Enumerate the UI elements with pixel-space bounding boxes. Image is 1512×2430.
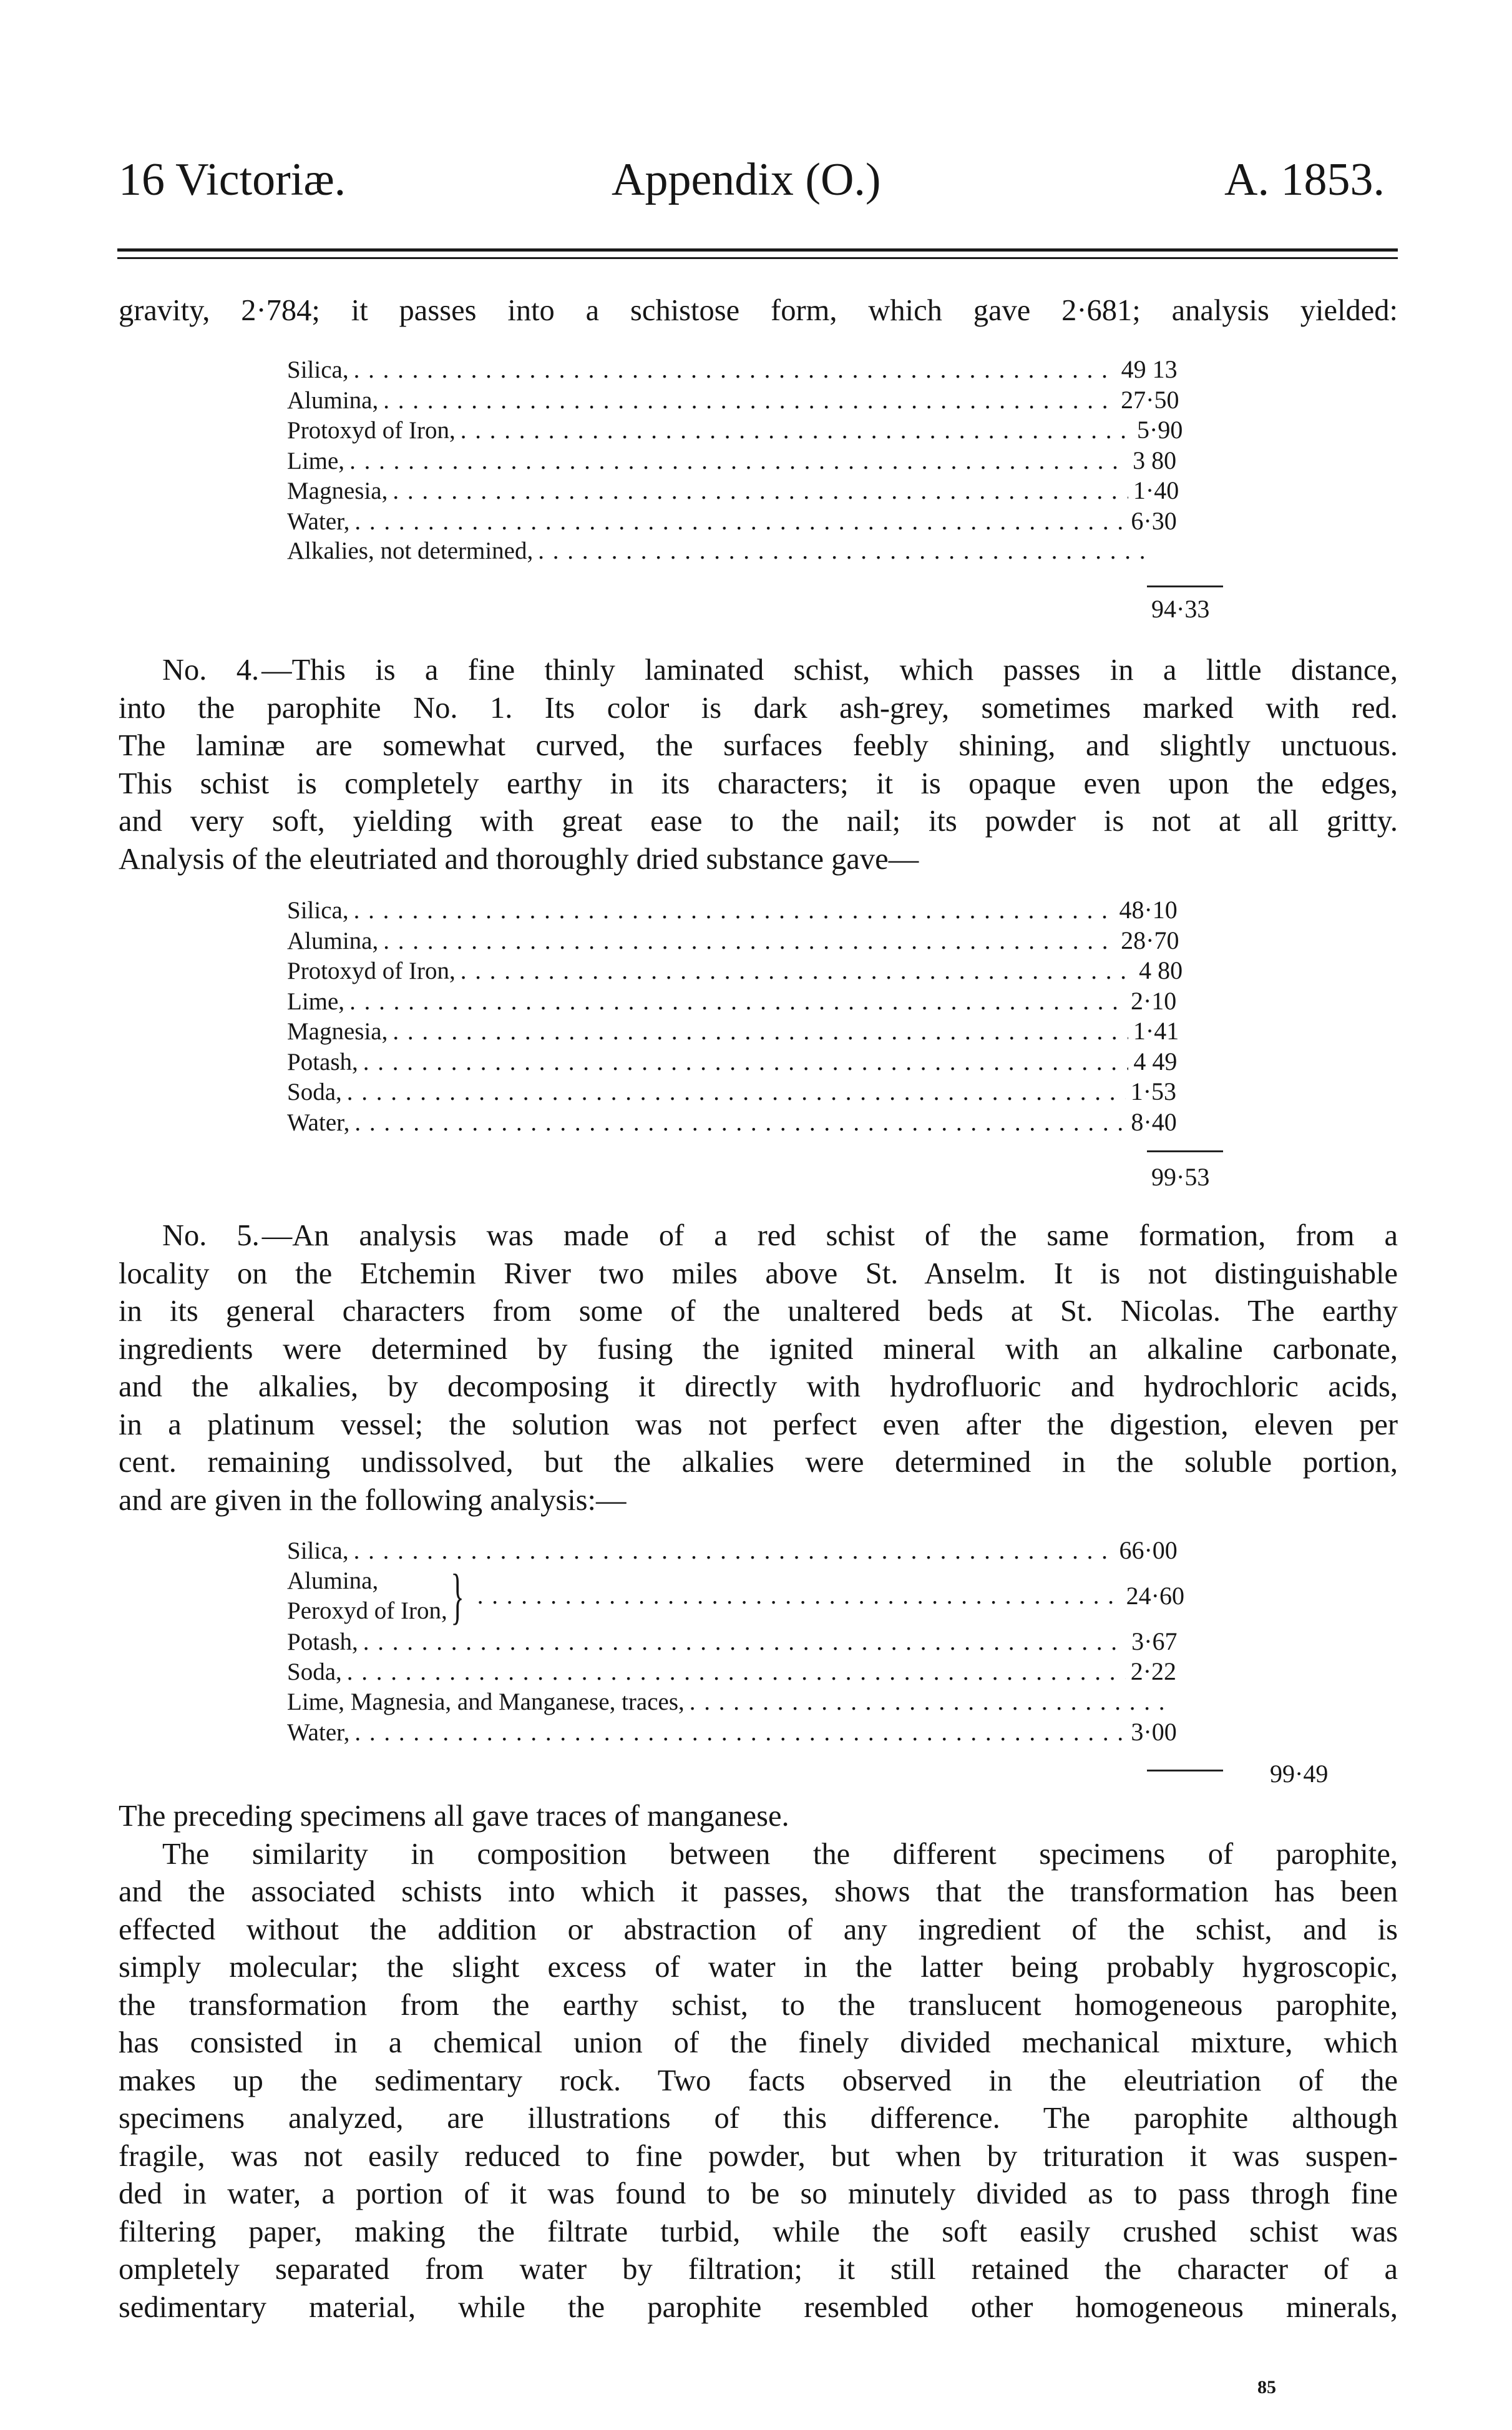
closing-paragraphs xyxy=(119,1798,1398,2326)
table-row: Protoxyd of Iron, . . . 5·90 xyxy=(287,415,1223,446)
header-volume: 16 Victoriæ. xyxy=(119,154,346,205)
para-line: and the alkalies, by decomposing it directly with hydrofluoric and hydrochloric acids, xyxy=(119,1370,1398,1403)
paragraph-label: No. 4. xyxy=(162,654,260,687)
para-line: No. 4.—This is a fine thinly laminated schist, which passes in a little distance, xyxy=(162,654,1398,687)
para-line: ded in water, a portion of it was found to be so minutely divided as to pass throgh fine xyxy=(119,2177,1398,2210)
para-line: No. 5.—An analysis was made of a red schist of the same formation, from a xyxy=(162,1219,1398,1252)
para-line: This schist is completely earthy in its characters; it is opaque even upon the edges, xyxy=(119,767,1398,800)
page-folio: 85 xyxy=(1257,2377,1276,2398)
para-line: The preceding specimens all gave traces of manganese. xyxy=(119,1800,789,1833)
para-line: into the parophite No. 1. Its color is dark ash-grey, sometimes marked with red. xyxy=(119,691,1398,725)
analysis-table-1 xyxy=(287,355,1223,567)
table-2-total: 99·53 xyxy=(1151,1163,1210,1191)
intro-line: gravity, 2·784; it passes into a schistose form, which gave 2·681; analysis yielded: xyxy=(119,294,1398,327)
table-3-total: 99·49 xyxy=(1270,1760,1329,1788)
sum-rule xyxy=(1147,1150,1223,1152)
para-line: cent. remaining undissolved, but the alkalies were determined in the soluble portion, xyxy=(119,1446,1398,1479)
para-line: effected without the addition or abstraction of any ingredient of the schist, and is xyxy=(119,1913,1398,1946)
analysis-table-2 xyxy=(287,895,1223,1137)
table-row: Water, . . . 6·30 xyxy=(287,506,1223,537)
sum-rule xyxy=(1147,585,1223,587)
header-rule-thin xyxy=(117,257,1398,259)
table-row: Alkalies, not determined, . . . xyxy=(287,536,1223,567)
table-row-bracketed: Alumina, Peroxyd of Iron, } . . . 24·60 xyxy=(287,1566,1223,1627)
para-line: sedimentary material, while the parophite resembled other homogeneous minerals, xyxy=(119,2290,1398,2324)
para-line: simply molecular; the slight excess of water in the latter being probably hygroscopic, xyxy=(119,1951,1398,1984)
table-row: Potash, . . . 3·67 xyxy=(287,1627,1223,1657)
para-line: specimens analyzed, are illustrations of this difference. The parophite although xyxy=(119,2102,1398,2135)
table-row: Soda, . . . 1·53 xyxy=(287,1077,1223,1107)
table-row: Water, . . . 3·00 xyxy=(287,1717,1223,1748)
brace-symbol: } xyxy=(450,1561,464,1630)
table-row: Soda, . . . 2·22 xyxy=(287,1657,1223,1687)
para-line: filtering paper, making the filtrate turbid, while the soft easily crushed schist was xyxy=(119,2215,1398,2248)
para-line: locality on the Etchemin River two miles above St. Anselm. It is not distinguishable xyxy=(119,1257,1398,1290)
table-row: Silica, . . . 48·10 xyxy=(287,895,1223,926)
paragraph-no-4 xyxy=(119,652,1398,878)
para-line: makes up the sedimentary rock. Two facts observed in the eleutriation of the xyxy=(119,2064,1398,2097)
para-line: and are given in the following analysis:— xyxy=(119,1483,627,1517)
table-row: Lime, Magnesia, and Manganese, traces, . . . xyxy=(287,1687,1223,1718)
paragraph-label: No. 5. xyxy=(162,1219,260,1252)
table-row: Silica, . . . 49 13 xyxy=(287,355,1223,385)
table-row: Lime, . . . 2·10 xyxy=(287,986,1223,1017)
table-1-total: 94·33 xyxy=(1151,595,1210,623)
table-row: Silica, . . . 66·00 xyxy=(287,1536,1223,1566)
para-line: in its general characters from some of the unaltered beds at St. Nicolas. The earthy xyxy=(119,1295,1398,1328)
para-line: has consisted in a chemical union of the finely divided mechanical mixture, which xyxy=(119,2026,1398,2059)
para-line: fragile, was not easily reduced to fine powder, but when by trituration it was suspen- xyxy=(119,2139,1398,2173)
sum-rule xyxy=(1147,1770,1223,1771)
analysis-table-3 xyxy=(287,1536,1223,1748)
table-row: Magnesia, . . . 1·40 xyxy=(287,476,1223,506)
para-line: and the associated schists into which it passes, shows that the transformation has been xyxy=(119,1875,1398,1908)
intro-paragraph xyxy=(119,292,1398,330)
header-rule-thick xyxy=(117,248,1398,252)
table-row: Lime, . . . 3 80 xyxy=(287,446,1223,476)
table-row: Protoxyd of Iron, . . . 4 80 xyxy=(287,956,1223,986)
para-line: ompletely separated from water by filtration; it still retained the character of a xyxy=(119,2253,1398,2286)
header-year: A. 1853. xyxy=(1224,154,1385,205)
table-row: Potash, . . . 4 49 xyxy=(287,1047,1223,1077)
header-appendix: Appendix (O.) xyxy=(612,154,881,205)
table-row: Alumina, . . . 28·70 xyxy=(287,926,1223,956)
paragraph-no-5 xyxy=(119,1217,1398,1519)
para-line: Analysis of the eleutriated and thoroughly dried substance gave— xyxy=(119,842,919,876)
table-row: Water, . . . 8·40 xyxy=(287,1107,1223,1138)
para-line: ingredients were determined by fusing the ignited mineral with an alkaline carbonate, xyxy=(119,1332,1398,1366)
para-line: the transformation from the earthy schist, to the translucent homogeneous parophite, xyxy=(119,1988,1398,2022)
para-line: The similarity in composition between the different specimens of parophite, xyxy=(162,1837,1398,1871)
table-row: Alumina, . . . 27·50 xyxy=(287,385,1223,416)
table-row: Magnesia, . . . 1·41 xyxy=(287,1016,1223,1047)
para-line: in a platinum vessel; the solution was not perfect even after the digestion, eleven per xyxy=(119,1408,1398,1441)
para-line: and very soft, yielding with great ease to the nail; its powder is not at all gritty. xyxy=(119,805,1398,838)
para-line: The laminæ are somewhat curved, the surfaces feebly shining, and slightly unctuous. xyxy=(119,729,1398,762)
